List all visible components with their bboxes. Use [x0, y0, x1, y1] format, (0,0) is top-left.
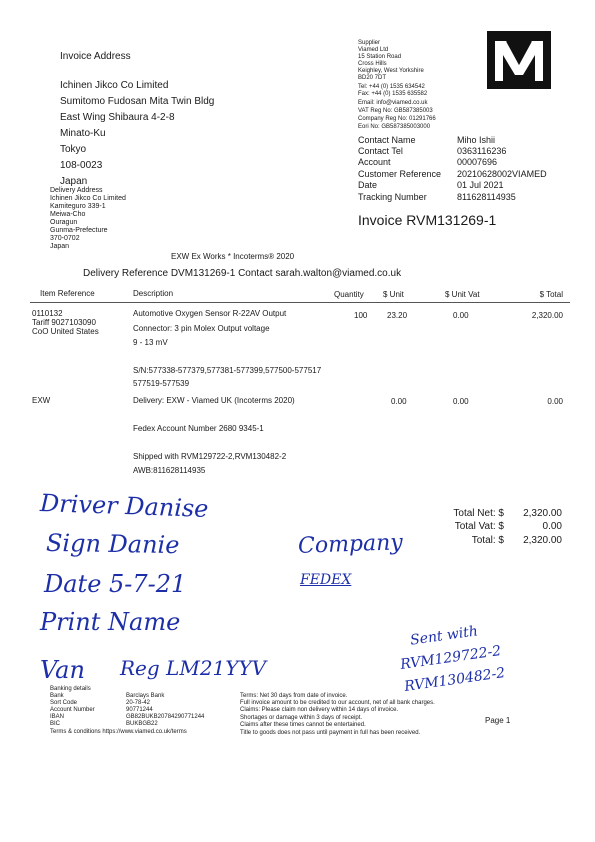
page-number: Page 1 — [485, 716, 511, 725]
total-vat-label: Total Vat: $ — [454, 521, 504, 532]
total-net-label: Total Net: $ — [453, 508, 504, 519]
supplier-line: VAT Reg No: GB587385003 — [358, 108, 433, 114]
contact-label: Contact Name — [358, 135, 416, 145]
item-desc: Connector: 3 pin Molex Output voltage — [133, 324, 270, 333]
handwritten-driver: Driver Danise — [39, 489, 209, 523]
delivery-line: 370-0702 — [50, 235, 80, 242]
contact-label: Date — [358, 180, 378, 190]
supplier-line: BD20 7DT — [358, 75, 387, 81]
banking-value: 20-78-42 — [126, 700, 151, 706]
terms-line: Claims: Please claim non delivery within 14 days of invoice. — [240, 707, 399, 713]
item-total: 0.00 — [547, 397, 563, 406]
contact-value: Miho Ishii — [457, 135, 496, 145]
col-unit: $ Unit — [383, 290, 404, 299]
terms-line: Title to goods does not pass until payment in full has been received. — [240, 730, 421, 736]
item-ref: EXW — [32, 396, 51, 405]
invoice-address-label: Invoice Address — [60, 51, 131, 62]
item-desc: 9 - 13 mV — [133, 338, 168, 347]
contact-value: 00007696 — [457, 157, 498, 167]
delivery-reference: Delivery Reference DVM131269-1 Contact sarah.walton@viamed.co.uk — [83, 268, 402, 279]
terms-line: Claims after these times cannot be entertained. — [240, 722, 366, 728]
header-divider — [30, 302, 570, 303]
viamed-logo-icon — [487, 31, 551, 89]
incoterms: EXW Ex Works * Incoterms® 2020 — [171, 252, 295, 261]
address-line: Sumitomo Fudosan Mita Twin Bldg — [60, 96, 215, 107]
address-line: 108-0023 — [60, 160, 103, 171]
banking-label: IBAN — [50, 714, 65, 720]
contact-label: Account — [358, 157, 391, 167]
banking-label: Sort Code — [50, 700, 78, 706]
delivery-line: Japan — [50, 243, 70, 250]
item-desc: AWB:811628114935 — [133, 466, 206, 475]
supplier-line: Fax: +44 (0) 1535 635582 — [358, 91, 428, 97]
handwritten-company: Company — [297, 530, 404, 559]
handwritten-fedex: FEDEX — [300, 572, 352, 588]
total-vat-value: 0.00 — [542, 521, 562, 532]
delivery-line: Gunma-Prefecture — [50, 227, 108, 234]
address-line: Japan — [60, 176, 88, 187]
handwritten-sent: RVM129722-2 — [399, 643, 503, 673]
handwritten-van: Van — [40, 656, 85, 684]
item-desc: Automotive Oxygen Sensor R-22AV Output — [133, 309, 287, 318]
handwritten-date: Date 5-7-21 — [44, 570, 187, 598]
contact-value: 20210628002VIAMED — [457, 169, 547, 179]
item-vat: 0.00 — [453, 311, 469, 320]
address-line: East Wing Shibaura 4-2-8 — [60, 112, 175, 123]
delivery-line: Ichinen Jikco Co Limited — [50, 195, 126, 202]
supplier-line: Eori No: GB587385003000 — [358, 124, 431, 130]
contact-value: 811628114935 — [457, 192, 516, 202]
banking-label: Account Number — [50, 707, 95, 713]
col-description: Description — [133, 289, 174, 298]
item-desc: Shipped with RVM129722-2,RVM130482-2 — [133, 452, 287, 461]
contact-label: Contact Tel — [358, 146, 403, 156]
delivery-line: Ouragun — [50, 219, 78, 226]
total-label: Total: $ — [471, 535, 504, 546]
item-qty: 100 — [354, 311, 368, 320]
item-desc: 577519-577539 — [133, 379, 190, 388]
contact-label: Tracking Number — [358, 192, 427, 202]
supplier-line: Company Reg No: 01291766 — [358, 116, 436, 122]
contact-label: Customer Reference — [358, 169, 442, 179]
delivery-line: Meiwa-Cho — [50, 211, 86, 218]
terms-line: Full invoice amount to be credited to our account, net of all bank charges. — [240, 700, 435, 706]
banking-value: BUKBGB22 — [126, 721, 158, 727]
customer-name: Ichinen Jikco Co Limited — [60, 80, 169, 91]
banking-label: Bank — [50, 693, 64, 699]
banking-heading: Banking details — [50, 686, 91, 692]
item-total: 2,320.00 — [531, 311, 563, 320]
supplier-line: Supplier — [358, 40, 381, 46]
total-net-value: 2,320.00 — [523, 508, 562, 519]
banking-value: Barclays Bank — [126, 693, 165, 699]
handwritten-sent: Sent with — [409, 623, 479, 649]
contact-value: 0363116236 — [457, 146, 507, 156]
item-unit: 23.20 — [387, 311, 408, 320]
col-unit-vat: $ Unit Vat — [445, 290, 480, 299]
supplier-line: Cross Hills — [358, 61, 387, 67]
supplier-line: Viamed Ltd — [358, 47, 389, 53]
handwritten-sent: RVM130482-2 — [403, 665, 507, 695]
banking-value: GB82BUKB20784290771244 — [126, 714, 205, 720]
delivery-line: Kamiteguro 339-1 — [50, 203, 106, 210]
total-value: 2,320.00 — [523, 535, 562, 546]
terms-line: Terms: Net 30 days from date of invoice. — [240, 693, 348, 699]
supplier-line: 15 Station Road — [358, 54, 402, 60]
contact-value: 01 Jul 2021 — [457, 180, 504, 190]
address-line: Tokyo — [60, 144, 87, 155]
item-desc: Fedex Account Number 2680 9345-1 — [133, 424, 264, 433]
handwritten-sign: Sign Danie — [45, 528, 180, 560]
item-desc: S/N:577338-577379,577381-577399,577500-577517 — [133, 366, 322, 375]
item-unit: 0.00 — [391, 397, 407, 406]
address-line: Minato-Ku — [60, 128, 106, 139]
invoice-title: Invoice RVM131269-1 — [358, 212, 497, 228]
banking-label: BIC — [50, 721, 61, 727]
item-ref: CoO United States — [32, 327, 99, 336]
handwritten-print-name: Print Name — [40, 608, 181, 636]
item-ref: Tariff 9027103090 — [32, 318, 96, 327]
terms-conditions-link[interactable]: Terms & conditions https://www.viamed.co.uk/terms — [50, 729, 187, 735]
col-total: $ Total — [539, 290, 563, 299]
delivery-address-label: Delivery Address — [50, 187, 103, 194]
handwritten-reg: Reg LM21YYV — [120, 656, 267, 680]
supplier-line: Email: info@viamed.co.uk — [358, 100, 428, 106]
item-ref: 0110132 — [32, 309, 63, 318]
banking-value: 90771244 — [126, 707, 153, 713]
col-item-reference: Item Reference — [40, 289, 95, 298]
terms-line: Shortages or damage within 3 days of receipt. — [240, 715, 363, 721]
item-vat: 0.00 — [453, 397, 469, 406]
item-desc: Delivery: EXW - Viamed UK (Incoterms 2020) — [133, 396, 295, 405]
supplier-line: Tel: +44 (0) 1535 634542 — [358, 84, 425, 90]
col-quantity: Quantity — [334, 290, 364, 299]
supplier-line: Keighley, West Yorkshire — [358, 68, 424, 74]
